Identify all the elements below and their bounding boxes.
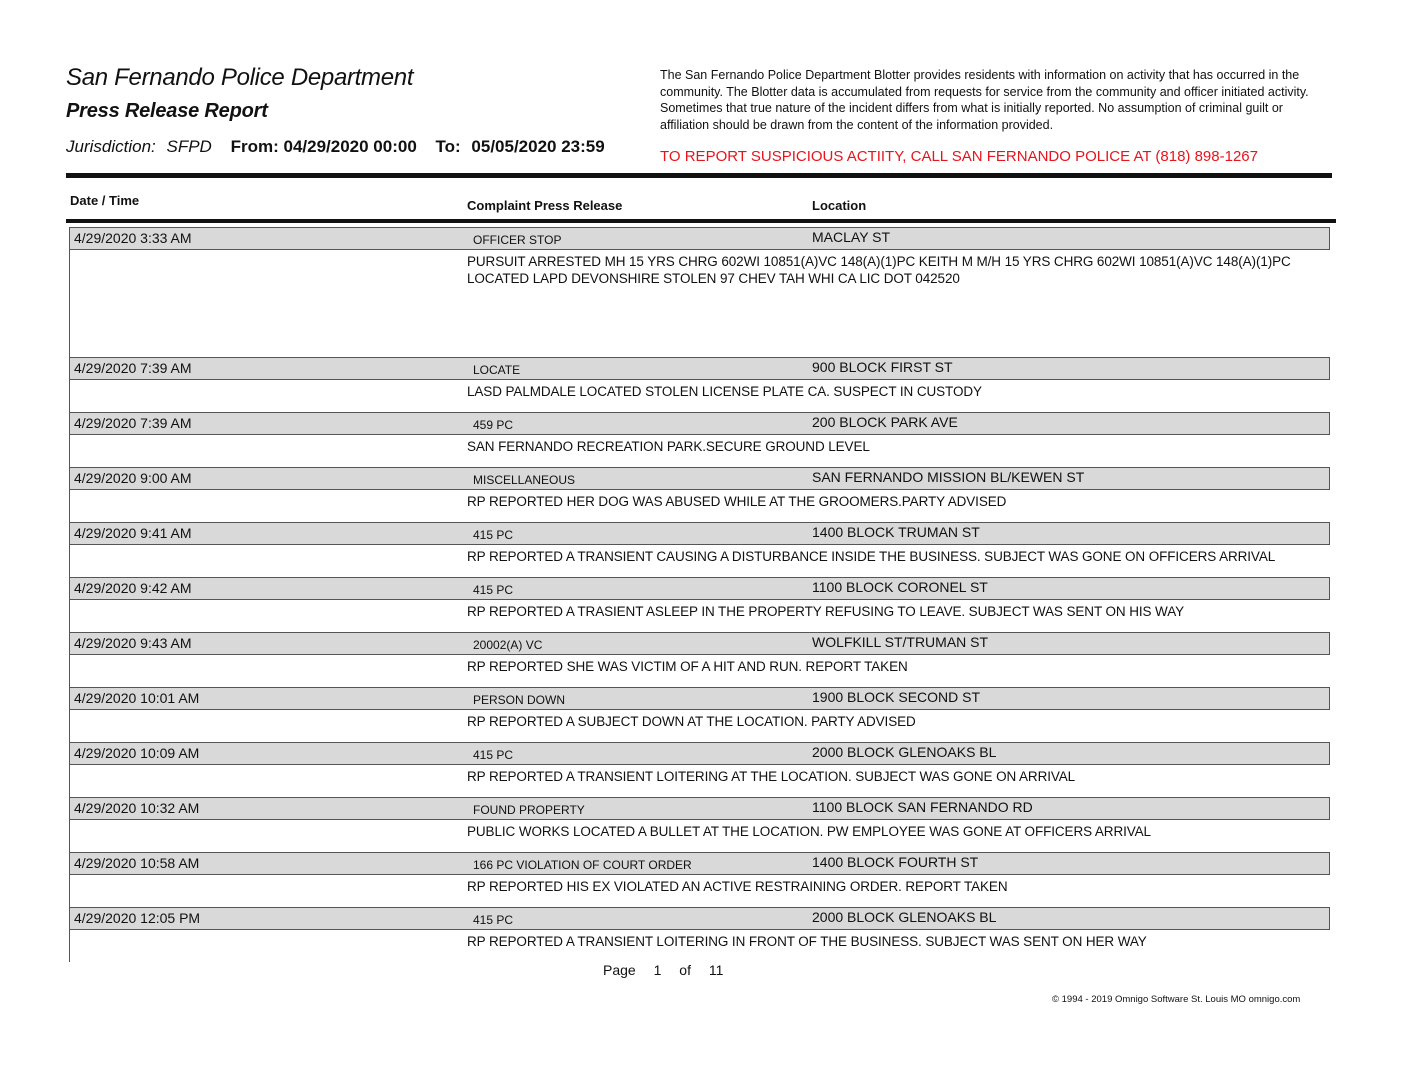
record-row-border: [69, 710, 70, 742]
record-description: RP REPORTED A TRANSIENT LOITERING AT THE LOCATION. SUBJECT WAS GONE ON ARRIVAL: [467, 769, 1076, 784]
record-description: RP REPORTED HER DOG WAS ABUSED WHILE AT THE GROOMERS.PARTY ADVISED: [467, 494, 1007, 509]
record-row: [69, 522, 1330, 545]
record-datetime: 4/29/2020 9:00 AM: [74, 470, 192, 486]
record-row-border: [69, 380, 70, 412]
record-row-border: [69, 820, 70, 852]
record-row: [69, 357, 1330, 380]
jurisdiction-line: [66, 137, 605, 157]
record-description: RP REPORTED A SUBJECT DOWN AT THE LOCATION. PARTY ADVISED: [467, 714, 916, 729]
column-header-complaint: Complaint Press Release: [467, 198, 623, 213]
record-complaint: LOCATE: [473, 363, 521, 377]
record-complaint: 459 PC: [473, 418, 514, 432]
record-row: [69, 907, 1330, 930]
record-complaint: 415 PC: [473, 583, 514, 597]
page-current: 1: [653, 962, 662, 978]
report-warning: TO REPORT SUSPICIOUS ACTIITY, CALL SAN FERNANDO POLICE AT (818) 898-1267: [660, 148, 1258, 165]
header-divider: [66, 173, 1332, 178]
record-description: RP REPORTED A TRANSIENT CAUSING A DISTURBANCE INSIDE THE BUSINESS. SUBJECT WAS GONE ON OFFICERS ARRIVAL: [467, 549, 1276, 564]
from-label: From:: [230, 137, 279, 156]
record-complaint: PERSON DOWN: [473, 693, 566, 707]
record-row: [69, 742, 1330, 765]
record-row: [69, 412, 1330, 435]
record-row: [69, 852, 1330, 875]
record-row-border: [69, 435, 70, 467]
record-row: [69, 227, 1330, 250]
jurisdiction-label: Jurisdiction:: [66, 137, 156, 156]
record-location: 900 BLOCK FIRST ST: [812, 359, 953, 375]
record-complaint: FOUND PROPERTY: [473, 803, 585, 817]
record-datetime: 4/29/2020 7:39 AM: [74, 415, 192, 431]
copyright: © 1994 - 2019 Omnigo Software St. Louis MO omnigo.com: [1052, 994, 1301, 1005]
record-row: [69, 632, 1330, 655]
record-complaint: 415 PC: [473, 913, 514, 927]
report-subtitle: Press Release Report: [66, 100, 268, 122]
record-datetime: 4/29/2020 10:32 AM: [74, 800, 200, 816]
record-complaint: 415 PC: [473, 748, 514, 762]
record-row: [69, 797, 1330, 820]
record-location: MACLAY ST: [812, 229, 891, 245]
record-row-border: [69, 930, 70, 962]
record-datetime: 4/29/2020 12:05 PM: [74, 910, 201, 926]
record-location: SAN FERNANDO MISSION BL/KEWEN ST: [812, 469, 1085, 485]
record-row-border: [69, 765, 70, 797]
record-complaint: OFFICER STOP: [473, 233, 562, 247]
page-label: Page: [603, 962, 636, 978]
record-location: WOLFKILL ST/TRUMAN ST: [812, 634, 989, 650]
record-location: 1100 BLOCK SAN FERNANDO RD: [812, 799, 1033, 815]
from-value: 04/29/2020 00:00: [283, 137, 417, 156]
record-complaint: 20002(A) VC: [473, 638, 543, 652]
column-header-datetime: Date / Time: [70, 193, 140, 208]
disclaimer-text: The San Fernando Police Department Blotter provides residents with information on activity that has occurred in the community. The Blotter data is accumulated from requests for service from the community and officer initiated activity. Sometimes that true nature of the incident differs from what is initially reported. No assumption of criminal guilt or affiliation should be drawn from the content of the information provided.: [660, 68, 1309, 132]
record-description: LASD PALMDALE LOCATED STOLEN LICENSE PLATE CA. SUSPECT IN CUSTODY: [467, 384, 982, 399]
record-description: RP REPORTED A TRASIENT ASLEEP IN THE PROPERTY REFUSING TO LEAVE. SUBJECT WAS SENT ON HIS WAY: [467, 604, 1185, 619]
record-datetime: 4/29/2020 10:09 AM: [74, 745, 200, 761]
record-description: PURSUIT ARRESTED MH 15 YRS CHRG 602WI 10851(A)VC 148(A)(1)PC KEITH M M/H 15 YRS CHRG 602WI 10851(A)VC 148(A)(1)PC LOCATED LAPD DEVONSHIRE STOLEN 97 CHEV TAH WHI CA LIC DOT 042520: [467, 254, 1291, 286]
column-header-location: Location: [812, 198, 867, 213]
record-row-border: [69, 600, 70, 632]
record-datetime: 4/29/2020 3:33 AM: [74, 230, 192, 246]
pagination: [603, 962, 737, 978]
record-datetime: 4/29/2020 10:58 AM: [74, 855, 200, 871]
record-description: RP REPORTED HIS EX VIOLATED AN ACTIVE RESTRAINING ORDER. REPORT TAKEN: [467, 879, 1008, 894]
record-row-border: [69, 250, 70, 357]
record-location: 1400 BLOCK TRUMAN ST: [812, 524, 980, 540]
page-of: of: [679, 962, 691, 978]
page-total: 11: [708, 962, 724, 978]
record-location: 200 BLOCK PARK AVE: [812, 414, 958, 430]
record-location: 1100 BLOCK CORONEL ST: [812, 579, 988, 595]
record-row-border: [69, 655, 70, 687]
column-header-divider: [66, 219, 1336, 223]
record-location: 2000 BLOCK GLENOAKS BL: [812, 909, 997, 925]
record-datetime: 4/29/2020 7:39 AM: [74, 360, 192, 376]
record-location: 1900 BLOCK SECOND ST: [812, 689, 981, 705]
record-row-border: [69, 875, 70, 907]
record-datetime: 4/29/2020 9:43 AM: [74, 635, 192, 651]
record-row: [69, 467, 1330, 490]
record-datetime: 4/29/2020 10:01 AM: [74, 690, 200, 706]
to-label: To:: [435, 137, 461, 156]
record-datetime: 4/29/2020 9:42 AM: [74, 580, 192, 596]
record-description: RP REPORTED SHE WAS VICTIM OF A HIT AND RUN. REPORT TAKEN: [467, 659, 908, 674]
record-description: SAN FERNANDO RECREATION PARK.SECURE GROUND LEVEL: [467, 439, 870, 454]
record-row: [69, 577, 1330, 600]
record-complaint: 166 PC VIOLATION OF COURT ORDER: [473, 858, 692, 872]
jurisdiction-value: SFPD: [166, 137, 212, 156]
report-title: San Fernando Police Department: [66, 64, 414, 91]
record-description: PUBLIC WORKS LOCATED A BULLET AT THE LOCATION. PW EMPLOYEE WAS GONE AT OFFICERS ARRIVAL: [467, 824, 1151, 839]
record-datetime: 4/29/2020 9:41 AM: [74, 525, 192, 541]
record-row-border: [69, 545, 70, 577]
record-row: [69, 687, 1330, 710]
record-location: 2000 BLOCK GLENOAKS BL: [812, 744, 997, 760]
record-location: 1400 BLOCK FOURTH ST: [812, 854, 979, 870]
record-row-border: [69, 490, 70, 522]
record-description: RP REPORTED A TRANSIENT LOITERING IN FRONT OF THE BUSINESS. SUBJECT WAS SENT ON HER WAY: [467, 934, 1147, 949]
record-complaint: MISCELLANEOUS: [473, 473, 576, 487]
to-value: 05/05/2020 23:59: [471, 137, 605, 156]
record-complaint: 415 PC: [473, 528, 514, 542]
